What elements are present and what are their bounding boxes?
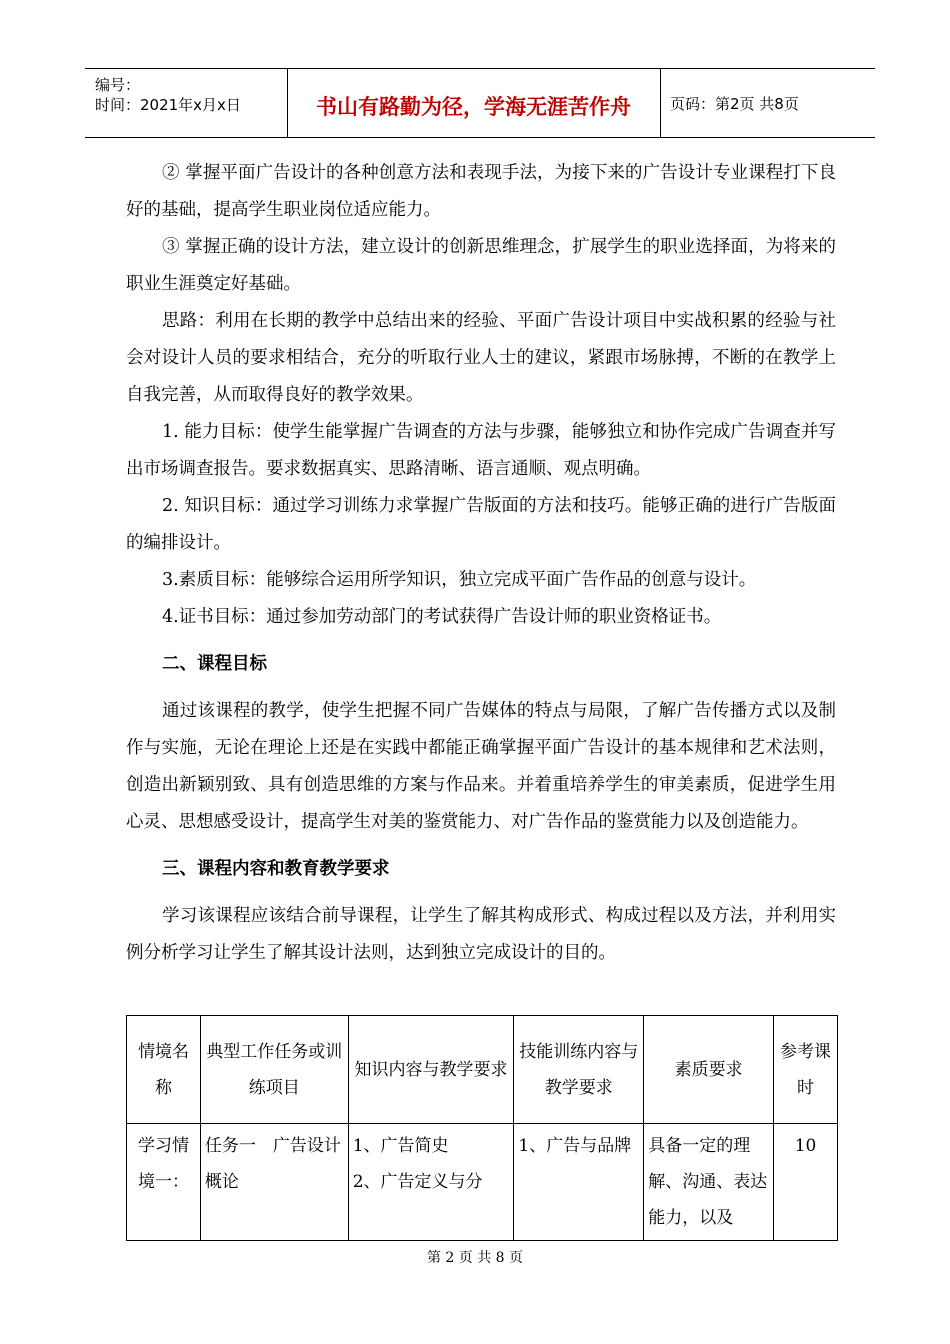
paragraph: ② 掌握平面广告设计的各种创意方法和表现手法，为接下来的广告设计专业课程打下良好的基础，提高学生职业岗位适应能力。 [126,163,836,220]
table-cell: 任务一 广告设计概论 [200,1124,348,1241]
document-body [126,155,836,972]
page-header [85,68,875,138]
paragraph: 学习该课程应该结合前导课程，让学生了解其构成形式、构成过程以及方法，并利用实例分析学习让学生了解其设计法则，达到独立完成设计的目的。 [126,906,836,963]
table-header-cell: 情境名称 [127,1016,201,1124]
course-table [126,1015,838,1241]
table-header-cell: 典型工作任务或训练项目 [200,1016,348,1124]
paragraph: 3.素质目标：能够综合运用所学知识，独立完成平面广告作品的创意与设计。 [162,570,757,590]
section-heading: 三、课程内容和教育教学要求 [162,859,390,879]
section-heading: 二、课程目标 [162,654,267,674]
paragraph: 1. 能力目标：使学生能掌握广告调查的方法与步骤，能够独立和协作完成广告调查并写出市场调查报告。要求数据真实、思路清晰、语言通顺、观点明确。 [126,422,836,479]
table-header-cell: 知识内容与教学要求 [348,1016,514,1124]
header-divider [660,69,661,137]
paragraph: ③ 掌握正确的设计方法，建立设计的创新思维理念，扩展学生的职业选择面，为将来的职业生涯奠定好基础。 [126,237,836,294]
paragraph: 通过该课程的教学，使学生把握不同广告媒体的特点与局限，了解广告传播方式以及制作与实施，无论在理论上还是在实践中都能正确掌握平面广告设计的基本规律和艺术法则，创造出新颖别致、具有创造思维的方案与作品来。并着重培养学生的审美素质，促进学生用心灵、思想感受设计，提高学生对美的鉴赏能力、对广告作品的鉴赏能力以及创造能力。 [126,701,836,832]
table-cell: 10 [774,1124,838,1241]
table-header-row [127,1016,838,1124]
table-cell: 具备一定的理解、沟通、表达能力，以及 [644,1124,774,1241]
table-header-cell: 素质要求 [644,1016,774,1124]
time-label: 时间：2021年x月x日 [95,96,241,114]
header-motto: 书山有路勤为径，学海无涯苦作舟 [316,95,631,119]
table-cell: 1、广告与品牌 [514,1124,644,1241]
paragraph: 4.证书目标：通过参加劳动部门的考试获得广告设计师的职业资格证书。 [162,607,722,627]
table-header-cell: 参考课时 [774,1016,838,1124]
table-cell: 1、广告简史 2、广告定义与分 [348,1124,514,1241]
table-cell: 学习情境一： [127,1124,201,1241]
header-left [95,75,241,115]
table-row [127,1124,838,1241]
page-footer: 第 2 页 共 8 页 [426,1250,524,1266]
paragraph: 2. 知识目标：通过学习训练力求掌握广告版面的方法和技巧。能够正确的进行广告版面的编排设计。 [126,496,836,553]
paragraph: 思路：利用在长期的教学中总结出来的经验、平面广告设计项目中实战积累的经验与社会对设计人员的要求相结合，充分的听取行业人士的建议，紧跟市场脉搏，不断的在教学上自我完善，从而取得良好的教学效果。 [126,311,836,405]
serial-label: 编号： [95,76,141,94]
header-page-number: 页码：第2页 共8页 [670,95,799,113]
table-header-cell: 技能训练内容与教学要求 [514,1016,644,1124]
